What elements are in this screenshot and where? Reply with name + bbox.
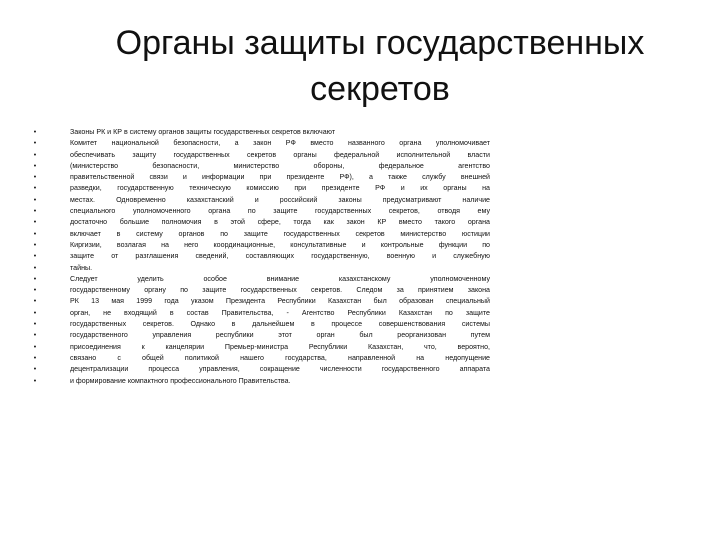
body-line-text: достаточно большие полномочия в этой сфере, тогда как закон КР вместо такого органа — [70, 218, 490, 227]
bullet-icon: • — [33, 162, 37, 170]
body-line — [30, 150, 490, 161]
body-line — [30, 161, 490, 172]
body-line-text: Следует уделить особое внимание казахстанскому уполномоченному — [70, 274, 490, 283]
body-line — [30, 127, 490, 138]
body-line — [30, 217, 490, 228]
body-line — [30, 364, 490, 375]
body-line — [30, 296, 490, 307]
body-line-text: (министерство безопасности, министерство обороны, федеральное агентство — [70, 161, 490, 170]
body-line — [30, 285, 490, 296]
bullet-icon: • — [33, 287, 37, 295]
body-line-text: связано с общей политикой нашего государства, направленной на недопущение — [70, 353, 490, 362]
body-line — [30, 330, 490, 341]
bullet-icon: • — [33, 219, 37, 227]
bullet-icon: • — [33, 264, 37, 272]
bullet-icon: • — [33, 275, 37, 283]
body-text-list — [30, 127, 490, 387]
bullet-icon: • — [33, 140, 37, 148]
bullet-icon: • — [33, 366, 37, 374]
slide-title-line-2: секретов — [310, 70, 450, 108]
bullet-icon: • — [33, 321, 37, 329]
body-line-text: местах. Одновременно казахстанский и российский законы предусматривают наличие — [70, 195, 490, 204]
body-line-text: государственного управления республики этот орган был реорганизован путем — [70, 331, 490, 340]
body-line-text: орган, не входящий в состав Правительства, - Агентство Республики Казахстан по защите — [70, 308, 490, 317]
slide-title — [60, 20, 700, 112]
body-line-text: правительственной связи и информации при президенте РФ), а также службу внешней — [70, 173, 490, 182]
body-line — [30, 263, 490, 274]
body-line-text: включает в систему органов по защите государственных секретов министерство юстиции — [70, 229, 490, 238]
body-line — [30, 353, 490, 364]
body-line — [30, 274, 490, 285]
body-line-text: государственному органу по защите государственных секретов. Следом за принятием закона — [70, 286, 490, 295]
bullet-icon: • — [33, 253, 37, 261]
bullet-icon: • — [33, 196, 37, 204]
bullet-icon: • — [33, 343, 37, 351]
bullet-icon: • — [33, 151, 37, 159]
bullet-icon: • — [33, 174, 37, 182]
body-line-text: и формирование компактного профессионального Правительства. — [70, 376, 291, 385]
body-line-text: обеспечивать защиту государственных секретов органы федеральной исполнительной власти — [70, 150, 490, 159]
body-line-text: Комитет национальной безопасности, а закон РФ вместо названного органа уполномочивает — [70, 139, 490, 148]
body-line-text: защите от разглашения сведений, составляющих государственную, военную и служебную — [70, 252, 490, 261]
body-line — [30, 376, 490, 387]
bullet-icon: • — [33, 309, 37, 317]
body-line-text: Киргизии, возлагая на него координационные, консультативные и контрольные функции по — [70, 240, 490, 249]
body-line-text: разведки, государственную техническую комиссию при президенте РФ и их органы на — [70, 184, 490, 193]
body-line — [30, 342, 490, 353]
body-line-text: децентрализации процесса управления, сокращение численности государственного аппарата — [70, 365, 490, 374]
bullet-icon: • — [33, 332, 37, 340]
body-line — [30, 240, 490, 251]
body-line — [30, 251, 490, 262]
body-line — [30, 308, 490, 319]
bullet-icon: • — [33, 377, 37, 385]
slide-title-line-1: Органы защиты государственных — [115, 24, 645, 62]
body-line-text: тайны. — [70, 263, 93, 272]
body-line-text: Законы РК и КР в систему органов защиты государственных секретов включают — [70, 128, 336, 136]
body-line-text: специального уполномоченного органа по защите государственных секретов, отводя ему — [70, 207, 490, 216]
bullet-icon: • — [33, 185, 37, 193]
body-line — [30, 206, 490, 217]
body-line — [30, 172, 490, 183]
bullet-icon: • — [33, 354, 37, 362]
body-line — [30, 229, 490, 240]
bullet-icon: • — [33, 208, 37, 216]
body-line-text: государственных секретов. Однако в дальнейшем в процессе совершенствования системы — [70, 320, 490, 329]
bullet-icon: • — [33, 230, 37, 238]
body-line — [30, 195, 490, 206]
bullet-icon: • — [33, 298, 37, 306]
body-line-text: присоединения к канцелярии Премьер-министра Республики Казахстан, что, вероятно, — [70, 342, 490, 351]
body-line — [30, 183, 490, 194]
bullet-icon: • — [33, 129, 37, 136]
body-line — [30, 138, 490, 149]
body-line-text: РК 13 мая 1999 года указом Президента Республики Казахстан был образован специальный — [70, 297, 490, 306]
body-line — [30, 319, 490, 330]
bullet-icon: • — [33, 241, 37, 249]
